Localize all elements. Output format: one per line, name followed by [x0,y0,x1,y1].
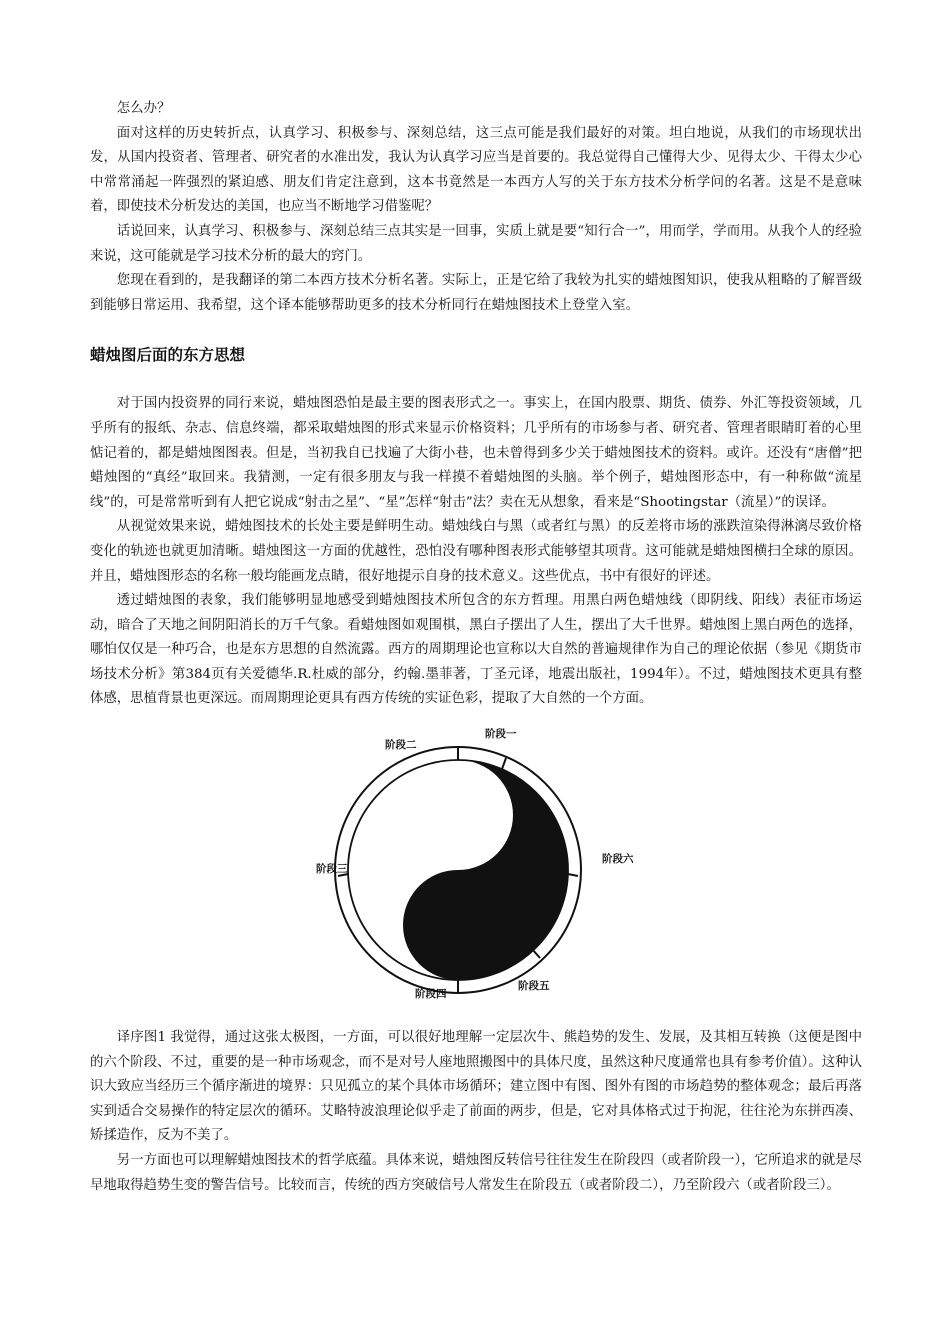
taiji-diagram [308,724,608,1016]
stage-label: 阶段三 [316,863,348,876]
paragraph: 另一方面也可以理解蜡烛图技术的哲学底蕴。具体来说，蜡烛图反转信号往往发生在阶段四（或者阶段一），它所追求的就是尽早地取得趋势生变的警告信号。比较而言，传统的西方突破信号人常发生在阶段五（或者阶段二），乃至阶段六（或者阶段三）。 [90,1153,862,1193]
stage-label: 阶段六 [602,853,634,866]
taiji-figure [90,724,862,1016]
figure-caption-paragraph: 译序图1 我觉得，通过这张太极图，一方面，可以很好地理解一定层次牛、熊趋势的发生、发展，及其相互转换（这便是图中的六个阶段、不过，重要的是一种市场观念，而不是对号人座地照搬图中的具体尺度，虽然这种尺度通常也具有参考价值）。这种认识大致应当经历三个循序渐进的境界：只见孤立的某个具体市场循环；建立图中有图、图外有图的市场趋势的整体观念；最后再落实到适合交易操作的特定层次的循环。艾略特波浪理论似乎走了前面的两步，但是，它对具体格式过于拘泥，往往沦为东拼西凑、矫揉造作，反为不美了。 [90,1030,862,1144]
paragraph: 对于国内投资界的同行来说，蜡烛图恐怕是最主要的图表形式之一。事实上，在国内股票、期货、债券、外汇等投资领域，几乎所有的报纸、杂志、信息终端，都采取蜡烛图的形式来显示价格资料；几乎所有的市场参与者、研究者、管理者眼睛盯着的心里惦记着的，都是蜡烛图图表。但是，当初我自已找遍了大街小巷，也未曾得到多少关于蜡烛图技术的资料。或许。还没有“唐僧”把蜡烛图的“真经”取回来。我猜测，一定有很多朋友与我一样摸不着蜡烛图的头脑。举个例子，蜡烛图形态中，有一种称做“流星线”的，可是常常听到有人把它说成“射击之星”、“星”怎样“射击”法？卖在无从想象，看来是“Shootingstar（流星）”的误译。 [90,396,862,510]
paragraph: 您现在看到的，是我翻译的第二本西方技术分析名著。实际上，正是它给了我较为扎实的蜡烛图知识，使我从粗略的了解晋级到能够日常运用、我希望，这个译本能够帮助更多的技术分析同行在蜡烛图技术上登堂入室。 [90,273,862,313]
paragraph: 面对这样的历史转折点，认真学习、积极参与、深刻总结，这三点可能是我们最好的对策。坦白地说，从我们的市场现状出发，从国内投资者、管理者、研究者的水准出发，我认为认真学习应当是首要的。我总觉得自己懂得大少、见得太少、干得太少心中常常涌起一阵强烈的紧迫感、朋友们肯定注意到，这本书竟然是一本西方人写的关于东方技术分析学问的名著。这是不是意味着，即使技术分析发达的美国，也应当不断地学习借鉴呢？ [90,125,862,215]
paragraph: 怎么办？ [116,101,171,116]
stage-label: 阶段一 [485,728,517,741]
section-heading: 蜡烛图后面的东方思想 [90,346,246,365]
stage-label: 阶段二 [385,739,417,752]
paragraph: 透过蜡烛图的表象，我们能够明显地感受到蜡烛图技术所包含的东方哲理。用黑白两色蜡烛线（即阴线、阳线）表征市场运动，暗合了天地之间阴阳消长的万千气象。看蜡烛图如观围棋，黑白子摆出了人生，摆出了大千世界。蜡烛图上黑白两色的选择，哪怕仅仅是一种巧合，也是东方思想的自然流露。西方的周期理论也宣称以大自然的普遍规律作为自己的理论依据（参见《期货市场技术分析》第384页有关爱德华.R.杜威的部分，约翰.墨菲著，丁圣元译，地震出版社，1994年）。不过，蜡烛图技术更具有整体感，思植背景也更深远。而周期理论更具有西方传统的实证色彩，提取了大自然的一个方面。 [90,593,862,707]
stage-label: 阶段五 [518,980,550,993]
document-page [90,97,862,1198]
paragraph: 从视觉效果来说，蜡烛图技术的长处主要是鲜明生动。蜡烛线白与黑（或者红与黑）的反差将市场的涨跌渲染得淋漓尽致价格变化的轨迹也就更加清晰。蜡烛图这一方面的优越性，恐怕没有哪种图表形式能够望其项背。这可能就是蜡烛图横扫全球的原因。并且，蜡烛图形态的名称一般均能画龙点睛，很好地提示自身的技术意义。这些优点，书中有很好的评述。 [90,519,862,584]
paragraph: 话说回来，认真学习、积极参与、深刻总结三点其实是一回事，实质上就是要“知行合一”，用而学，学而用。从我个人的经验来说，这可能就是学习技术分析的最大的窍门。 [90,223,862,264]
stage-label: 阶段四 [415,988,447,1001]
